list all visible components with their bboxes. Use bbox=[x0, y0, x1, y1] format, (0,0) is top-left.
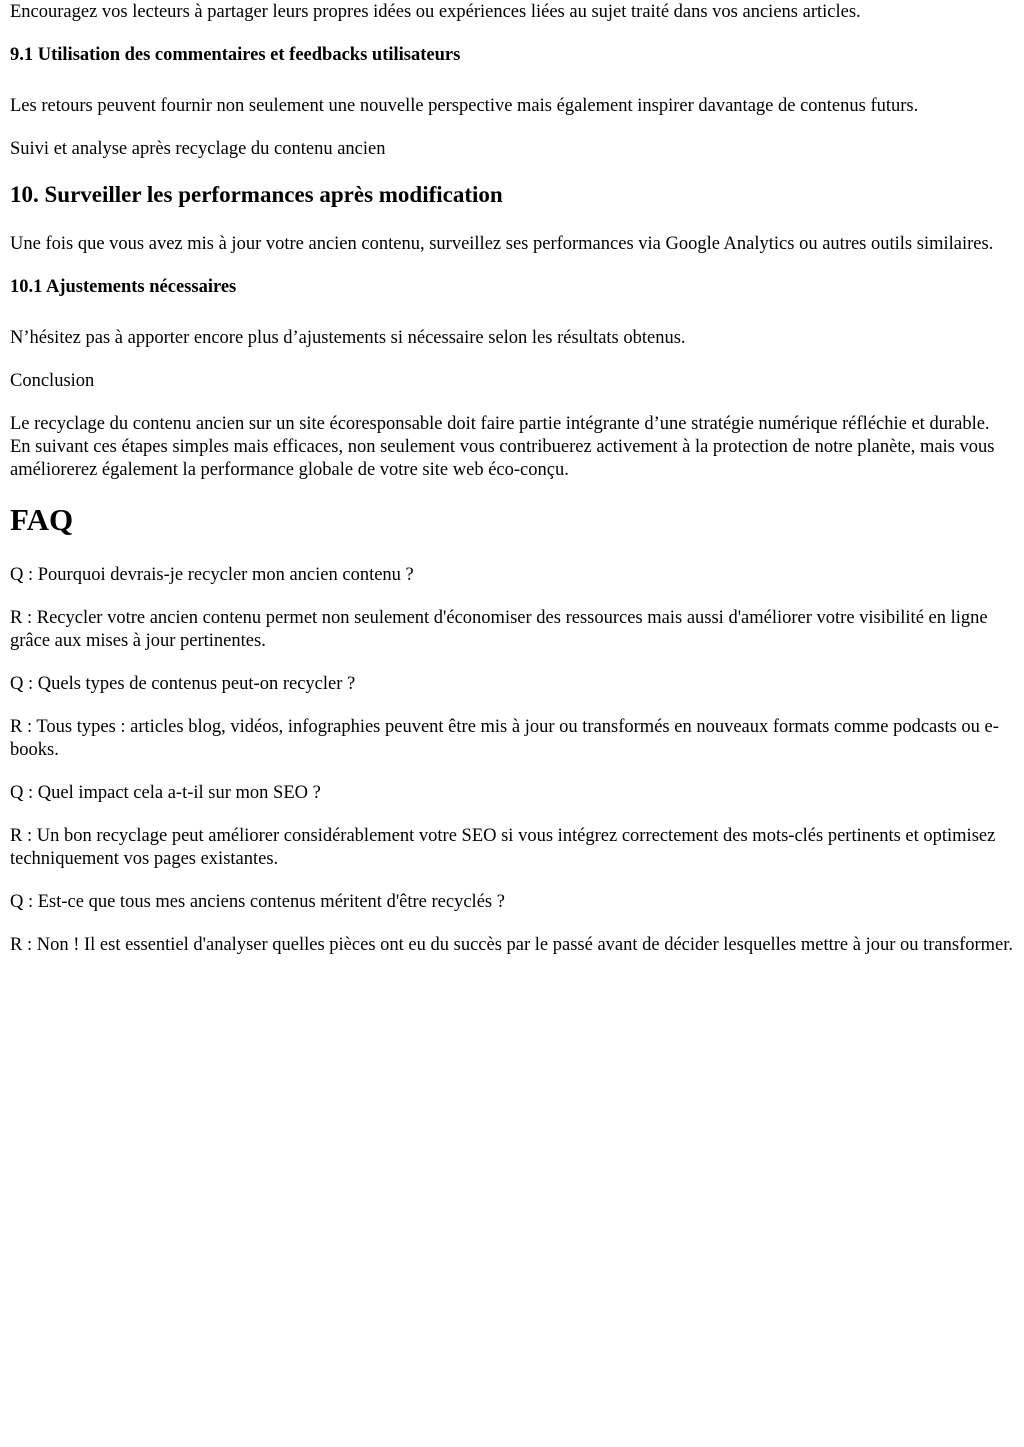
faq-heading: FAQ bbox=[10, 502, 74, 537]
conclusion-paragraph: Le recyclage du contenu ancien sur un site écoresponsable doit faire partie intégrante d’une stratégie numérique réfléchie et durable. En suivant ces étapes simples mais efficaces, non seulement vous contribuerez activement à la protection de notre planète, mais vous améliorerez également la performance globale de votre site web éco-conçu. bbox=[10, 414, 995, 480]
conclusion-label: Conclusion bbox=[10, 371, 95, 391]
section-10-paragraph: Une fois que vous avez mis à jour votre ancien contenu, surveillez ses performances via Google Analytics ou autres outils similaires. bbox=[10, 234, 994, 254]
intro-paragraph: Encouragez vos lecteurs à partager leurs propres idées ou expériences liées au sujet traité dans vos anciens articles. bbox=[10, 2, 861, 22]
faq-answer: R : Non ! Il est essentiel d'analyser quelles pièces ont eu du succès par le passé avant de décider lesquelles mettre à jour ou transformer. bbox=[10, 935, 1014, 955]
faq-answer: R : Un bon recyclage peut améliorer considérablement votre SEO si vous intégrez correctement des mots-clés pertinents et optimisez techniquement vos pages existantes. bbox=[10, 826, 996, 869]
section-10-1-heading: 10.1 Ajustements nécessaires bbox=[10, 277, 237, 297]
faq-question: Q : Est-ce que tous mes anciens contenus méritent d'être recyclés ? bbox=[10, 892, 505, 912]
section-9-1-heading: 9.1 Utilisation des commentaires et feedbacks utilisateurs bbox=[10, 45, 461, 65]
faq-list bbox=[10, 564, 1014, 957]
article-content bbox=[10, 1, 1014, 957]
section-10-1-paragraph: N’hésitez pas à apporter encore plus d’ajustements si nécessaire selon les résultats obtenus. bbox=[10, 328, 686, 348]
section-10-heading: 10. Surveiller les performances après modification bbox=[10, 182, 503, 207]
faq-question: Q : Pourquoi devrais-je recycler mon ancien contenu ? bbox=[10, 565, 414, 585]
faq-answer: R : Tous types : articles blog, vidéos, infographies peuvent être mis à jour ou transformés en nouveaux formats comme podcasts ou e-books. bbox=[10, 717, 999, 760]
subsection-label: Suivi et analyse après recyclage du contenu ancien bbox=[10, 139, 386, 159]
section-9-1-paragraph: Les retours peuvent fournir non seulement une nouvelle perspective mais également inspirer davantage de contenus futurs. bbox=[10, 96, 919, 116]
faq-question: Q : Quels types de contenus peut-on recycler ? bbox=[10, 674, 356, 694]
faq-answer: R : Recycler votre ancien contenu permet non seulement d'économiser des ressources mais aussi d'améliorer votre visibilité en ligne grâce aux mises à jour pertinentes. bbox=[10, 608, 988, 651]
faq-question: Q : Quel impact cela a-t-il sur mon SEO ? bbox=[10, 783, 321, 803]
